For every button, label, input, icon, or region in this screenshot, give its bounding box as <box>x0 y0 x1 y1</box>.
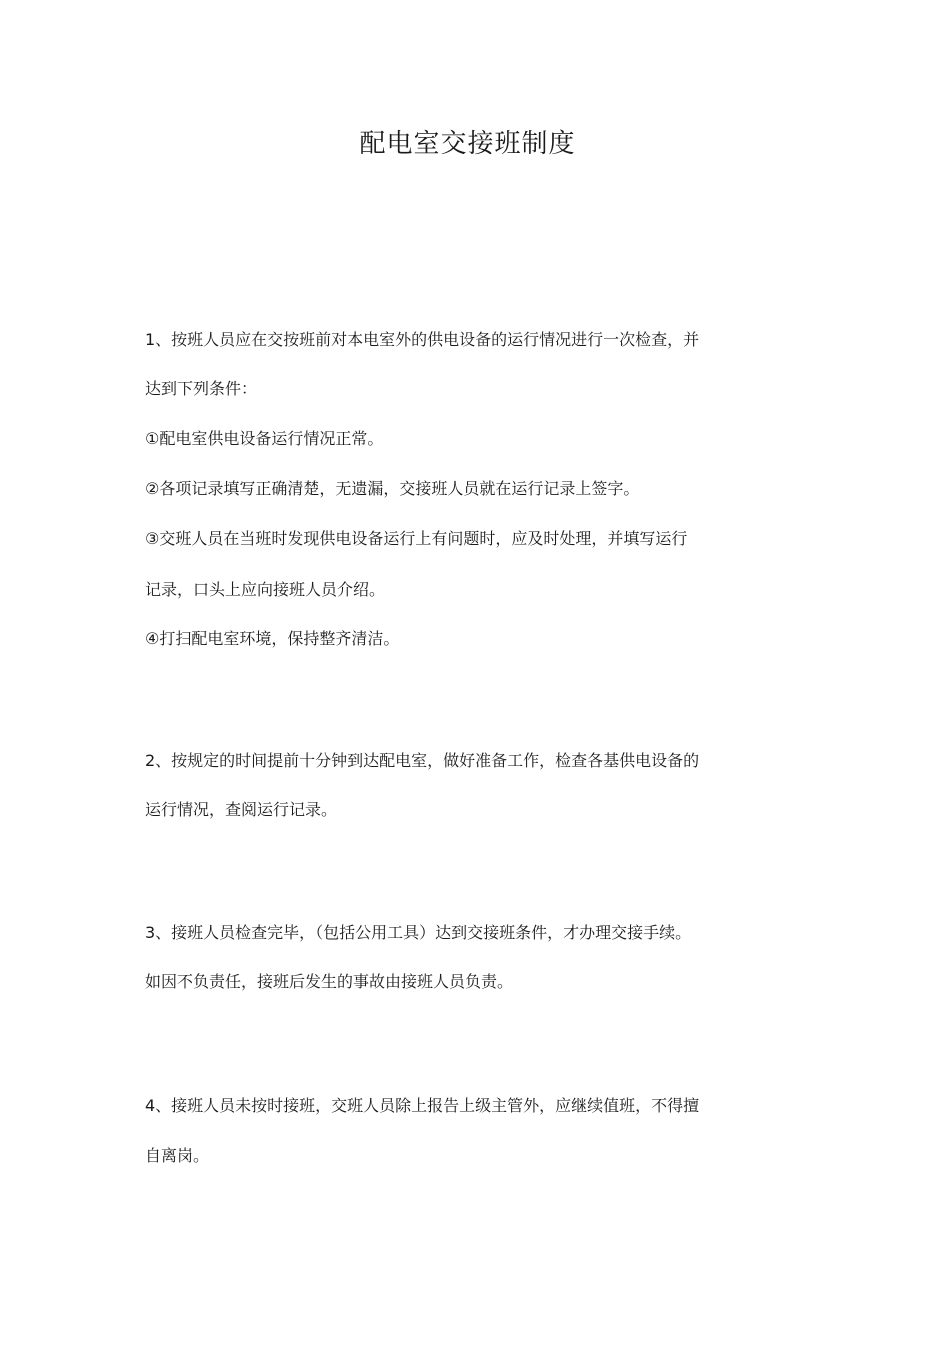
clause-4-line-1: 4、接班人员未按时接班，交班人员除上报告上级主管外，应继续值班，不得擅 <box>145 1096 700 1115</box>
clause-2-line-1: 2、按规定的时间提前十分钟到达配电室，做好准备工作，检查各基供电设备的 <box>145 751 700 770</box>
condition-2: ②各项记录填写正确清楚，无遗漏，交接班人员就在运行记录上签字。 <box>145 479 640 498</box>
clause-1-line-1: 1、按班人员应在交按班前对本电室外的供电设备的运行情况进行一次检查，并 <box>145 330 700 349</box>
clause-1-line-2: 达到下列条件： <box>145 379 258 398</box>
condition-1: ①配电室供电设备运行情况正常。 <box>145 429 384 448</box>
clause-3-line-1: 3、接班人员检查完毕，（包括公用工具）达到交接班条件，才办理交接手续。 <box>145 923 692 942</box>
clause-3-line-2: 如因不负责任，接班后发生的事故由接班人员负责。 <box>145 972 514 991</box>
document-title: 配电室交接班制度 <box>359 129 576 159</box>
clause-4-line-2: 自离岗。 <box>145 1146 210 1165</box>
condition-3-line-1: ③交班人员在当班时发现供电设备运行上有问题时，应及时处理，并填写运行 <box>145 529 688 548</box>
clause-2-line-2: 运行情况，查阅运行记录。 <box>145 800 338 819</box>
condition-4: ④打扫配电室环境，保持整齐清洁。 <box>145 629 400 648</box>
condition-3-line-2: 记录，口头上应向接班人员介绍。 <box>145 580 386 599</box>
